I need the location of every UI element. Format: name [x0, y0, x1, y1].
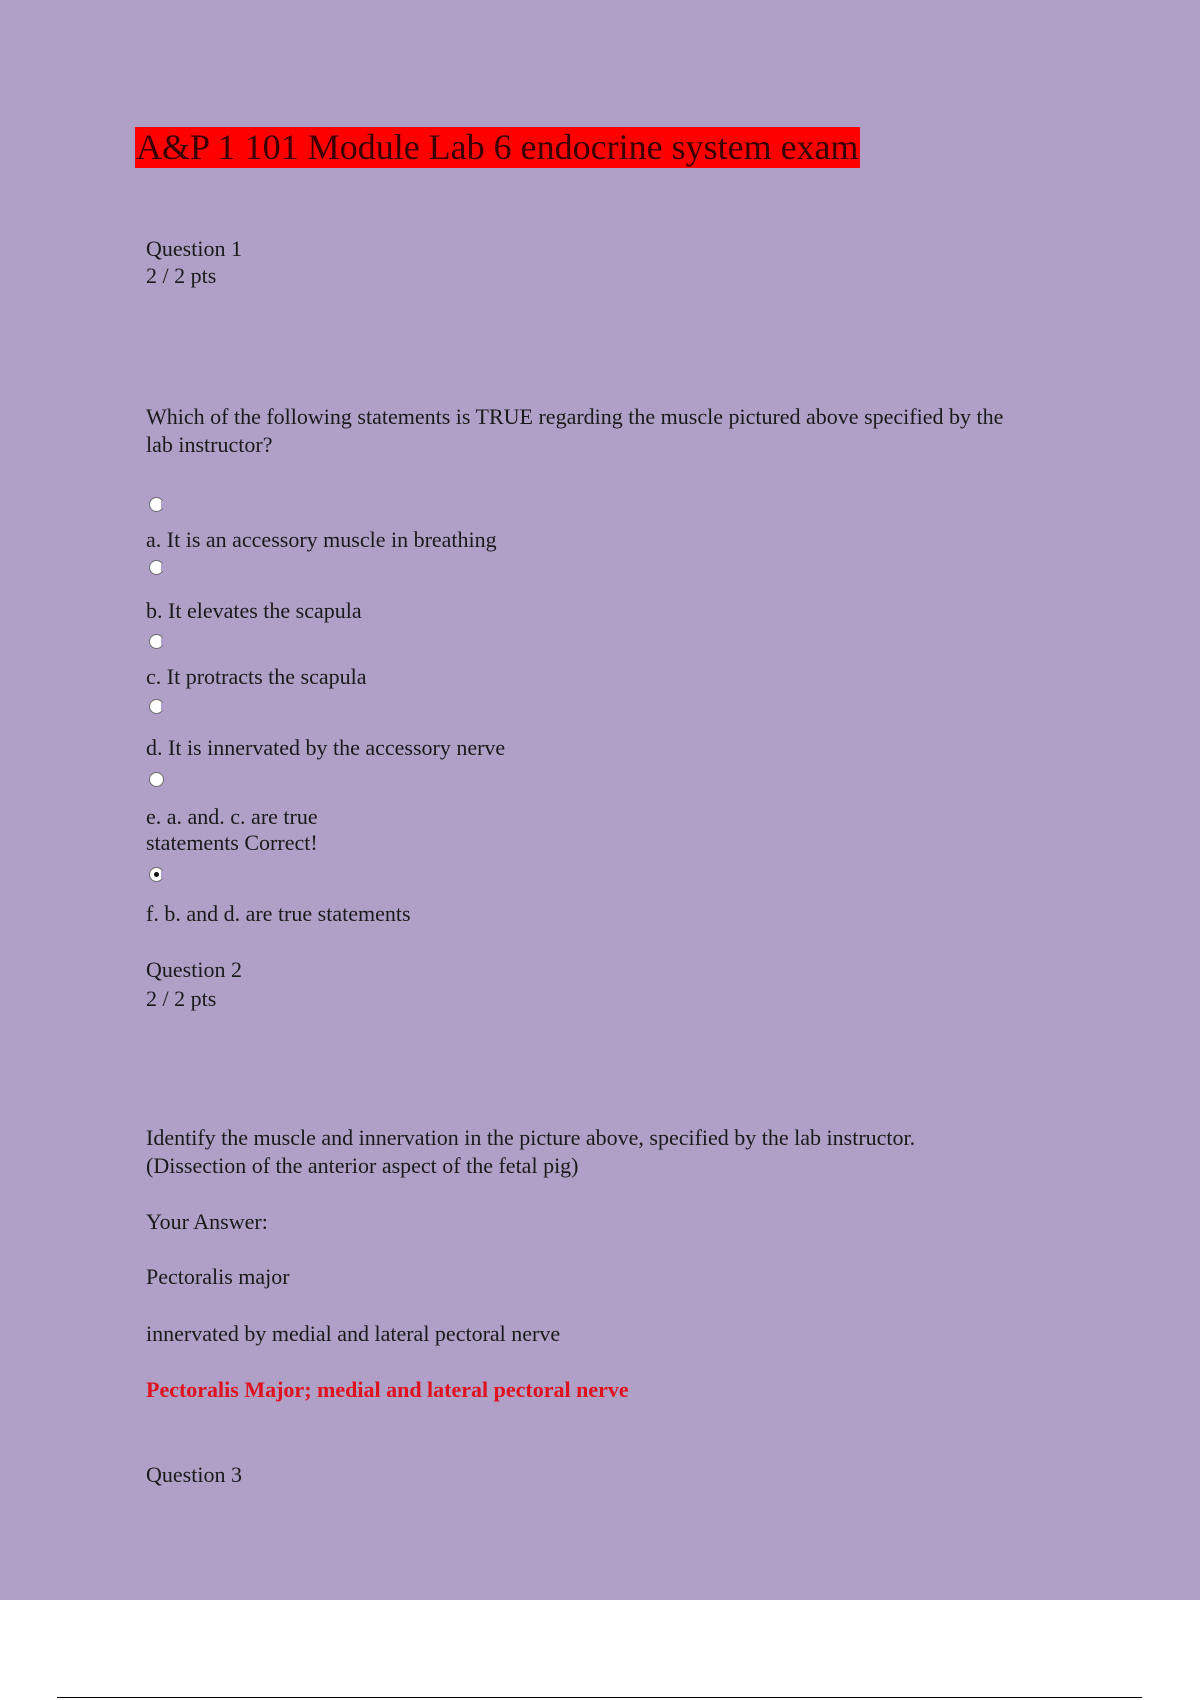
footer-divider [57, 1697, 1142, 1698]
your-answer-label: Your Answer: [146, 1209, 268, 1234]
question-1-points: 2 / 2 pts [146, 263, 217, 288]
option-b-label: b. It elevates the scapula [146, 598, 362, 623]
your-answer-line-1: Pectoralis major [146, 1264, 290, 1289]
option-e-label: e. a. and. c. are true [146, 804, 318, 829]
option-a-label: a. It is an accessory muscle in breathing [146, 527, 497, 552]
correct-answer-text: Pectoralis Major; medial and lateral pectoral nerve [146, 1377, 629, 1402]
option-d-radio[interactable] [149, 699, 164, 714]
your-answer-line-2: innervated by medial and lateral pectoral nerve [146, 1321, 561, 1346]
option-e-feedback: statements Correct! [146, 830, 318, 855]
option-b-radio[interactable] [149, 560, 164, 575]
question-2-prompt-continued: (Dissection of the anterior aspect of the fetal pig) [146, 1153, 579, 1178]
question-1-heading: Question 1 [146, 236, 242, 261]
option-c-radio[interactable] [149, 634, 164, 649]
question-2-points: 2 / 2 pts [146, 986, 217, 1011]
question-1-prompt-continued: lab instructor? [146, 432, 273, 457]
document-title: A&P 1 101 Module Lab 6 endocrine system exam [136, 127, 859, 167]
question-3-heading: Question 3 [146, 1462, 242, 1487]
option-a-radio[interactable] [149, 497, 164, 512]
selected-dot [154, 872, 159, 877]
question-1-prompt: Which of the following statements is TRUE regarding the muscle pictured above specified by the [146, 404, 1004, 429]
option-d-label: d. It is innervated by the accessory nerve [146, 735, 506, 760]
option-c-label: c. It protracts the scapula [146, 664, 367, 689]
option-f-label: f. b. and d. are true statements [146, 901, 411, 926]
question-2-prompt: Identify the muscle and innervation in the picture above, specified by the lab instructor. [146, 1125, 916, 1150]
option-e-radio[interactable] [149, 772, 164, 787]
option-f-radio-selected[interactable] [149, 867, 164, 882]
question-2-heading: Question 2 [146, 957, 242, 982]
